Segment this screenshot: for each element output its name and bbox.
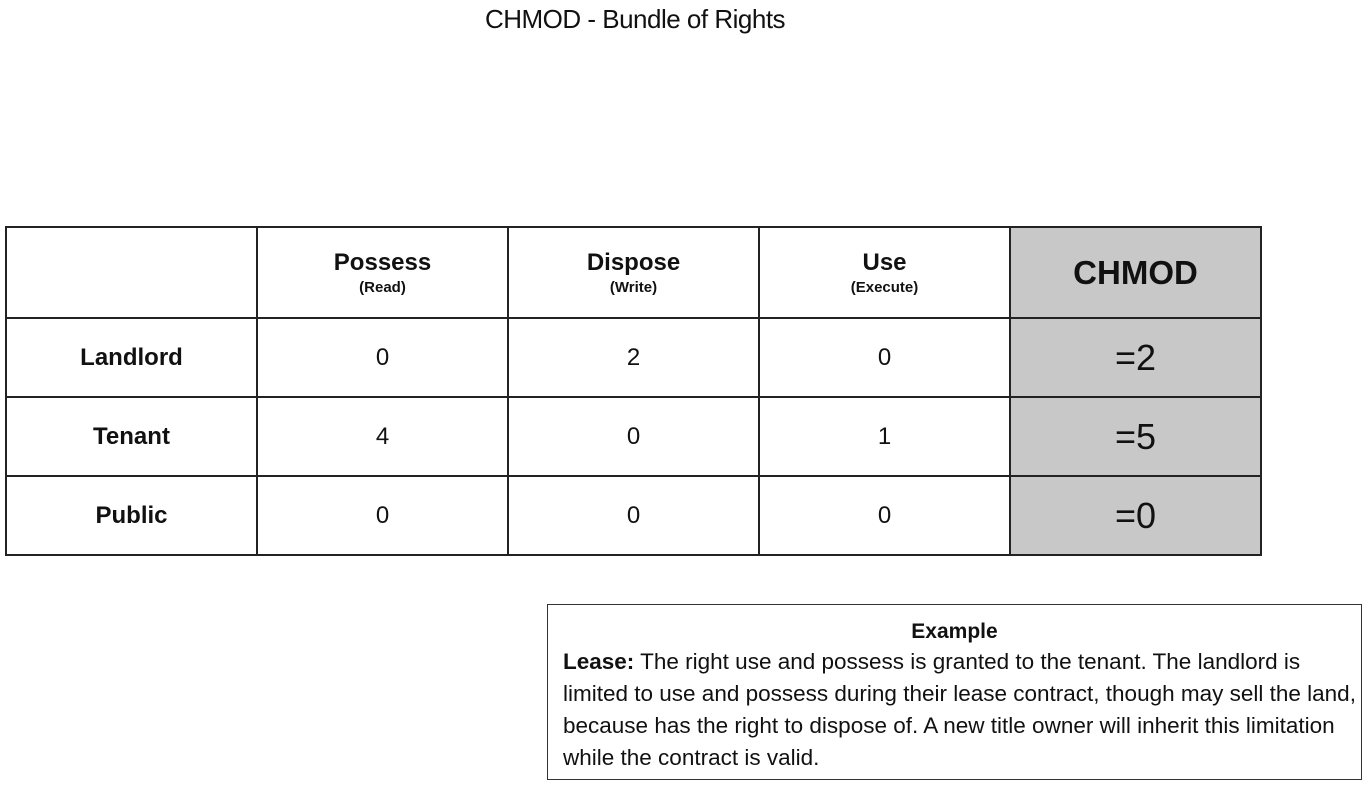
header-label: Use — [862, 248, 907, 276]
table-row — [6, 318, 1261, 397]
cell-use: 0 — [759, 476, 1010, 555]
cell-chmod: =5 — [1010, 397, 1261, 476]
rights-table — [5, 226, 1262, 556]
header-empty-cell — [6, 227, 257, 318]
header-dispose — [508, 227, 759, 318]
table-row — [6, 476, 1261, 555]
page-title: CHMOD - Bundle of Rights — [484, 4, 786, 34]
cell-possess: 0 — [257, 476, 508, 555]
example-box — [547, 604, 1362, 780]
row-label-tenant: Tenant — [6, 397, 257, 476]
cell-use: 1 — [759, 397, 1010, 476]
cell-dispose: 0 — [508, 397, 759, 476]
cell-possess: 4 — [257, 397, 508, 476]
cell-possess: 0 — [257, 318, 508, 397]
cell-dispose: 2 — [508, 318, 759, 397]
example-lead: Lease: — [563, 649, 635, 674]
table-header-row — [6, 227, 1261, 318]
header-sublabel: (Read) — [359, 278, 406, 296]
cell-use: 0 — [759, 318, 1010, 397]
cell-chmod: =2 — [1010, 318, 1261, 397]
table-row — [6, 397, 1261, 476]
example-text: The right use and possess is granted to the tenant. The landlord is limited to use and possess during their lease contract, though may sell the land, because has the right to dispose of. A new title owner will inherit this limitation while the contract is valid. — [563, 649, 1356, 770]
row-label-landlord: Landlord — [6, 318, 257, 397]
header-label: Dispose — [586, 248, 681, 276]
row-label-public: Public — [6, 476, 257, 555]
cell-dispose: 0 — [508, 476, 759, 555]
header-sublabel: (Write) — [609, 278, 658, 296]
example-title: Example — [911, 620, 998, 643]
header-use — [759, 227, 1010, 318]
cell-chmod: =0 — [1010, 476, 1261, 555]
header-possess — [257, 227, 508, 318]
header-chmod: CHMOD — [1010, 227, 1261, 318]
header-label: Possess — [333, 248, 432, 276]
header-sublabel: (Execute) — [850, 278, 919, 296]
